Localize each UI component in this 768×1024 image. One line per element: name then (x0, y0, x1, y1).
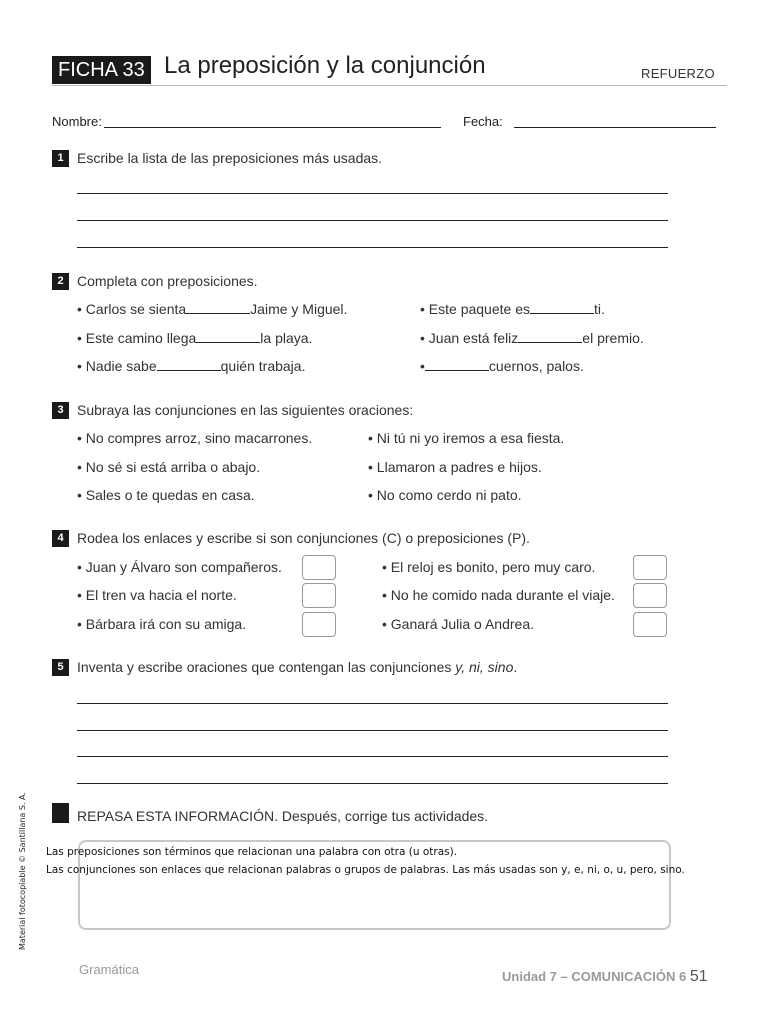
activity-1-instruction: Escribe la lista de las preposiciones más usadas. (77, 150, 383, 166)
name-field[interactable] (104, 127, 441, 128)
activity-3-sentence[interactable]: • No sé si está arriba o abajo. (77, 459, 261, 475)
date-field[interactable] (514, 127, 716, 128)
fill-blank[interactable] (186, 302, 250, 314)
activity-2-item: • cuernos, palos. (420, 358, 584, 374)
activity-5-instruction: Inventa y escribe oraciones que contengan las conjunciones y, ni, sino. (77, 659, 518, 675)
fill-blank[interactable] (425, 359, 489, 371)
footer-section: Gramática (79, 962, 139, 977)
activity-3-sentence[interactable]: • No compres arroz, sino macarrones. (77, 430, 313, 446)
answer-box[interactable] (633, 612, 667, 637)
activity-3-sentence[interactable]: • Sales o te quedas en casa. (77, 487, 255, 503)
answer-box[interactable] (302, 612, 336, 637)
date-label: Fecha: (463, 114, 503, 129)
ficha-badge: FICHA 33 (52, 56, 151, 84)
footer-unit: Unidad 7 – COMUNICACIÓN 6 51 (502, 968, 708, 985)
activity-3-number: 3 (52, 402, 69, 419)
name-label: Nombre: (52, 114, 102, 129)
activity-4-sentence[interactable]: • Ganará Julia o Andrea. (382, 616, 534, 632)
copyright-note: Material fotocopiable © Santillana S. A. (18, 792, 27, 950)
level-label: REFUERZO (641, 66, 715, 81)
activity-2-item: • Juan está feliz el premio. (420, 330, 644, 346)
activity-4-instruction: Rodea los enlaces y escribe si son conjunciones (C) o preposiciones (P). (77, 530, 530, 546)
activity-4-sentence[interactable]: • Bárbara irá con su amiga. (77, 616, 247, 632)
answer-box[interactable] (302, 555, 336, 580)
review-title: REPASA ESTA INFORMACIÓN. Después, corrige tus actividades. (77, 808, 489, 824)
activity-2-item: • Nadie sabe quién trabaja. (77, 358, 306, 374)
fill-blank[interactable] (530, 302, 594, 314)
activity-5-write-line[interactable] (77, 783, 668, 784)
activity-2-item: • Carlos se sienta Jaime y Miguel. (77, 301, 348, 317)
review-marker (52, 803, 69, 823)
fill-blank[interactable] (196, 331, 260, 343)
info-line-conjunctions: Las conjunciones son enlaces que relacionan palabras o grupos de palabras. Las más usadas son y, e, ni, o, u, pero, sino. (46, 864, 685, 876)
header-divider (52, 85, 727, 86)
activity-5-write-line[interactable] (77, 703, 668, 704)
activity-1-write-line[interactable] (77, 220, 668, 221)
activity-1-number: 1 (52, 150, 69, 167)
activity-3-sentence[interactable]: • No como cerdo ni pato. (368, 487, 522, 503)
activity-5-write-line[interactable] (77, 756, 668, 757)
page-number: 51 (689, 968, 708, 985)
answer-box[interactable] (633, 555, 667, 580)
fill-blank[interactable] (518, 331, 582, 343)
activity-4-sentence[interactable]: • Juan y Álvaro son compañeros. (77, 559, 282, 575)
activity-4-number: 4 (52, 530, 69, 547)
activity-4-sentence[interactable]: • El reloj es bonito, pero muy caro. (382, 559, 596, 575)
activity-2-number: 2 (52, 273, 69, 290)
activity-4-sentence[interactable]: • El tren va hacia el norte. (77, 587, 237, 603)
activity-1-write-line[interactable] (77, 193, 668, 194)
activity-1-write-line[interactable] (77, 247, 668, 248)
fill-blank[interactable] (157, 359, 221, 371)
activity-2-instruction: Completa con preposiciones. (77, 273, 258, 289)
activity-2-item: • Este camino llega la playa. (77, 330, 313, 346)
answer-box[interactable] (633, 583, 667, 608)
activity-5-write-line[interactable] (77, 730, 668, 731)
activity-3-sentence[interactable]: • Llamaron a padres e hijos. (368, 459, 542, 475)
page-title: La preposición y la conjunción (164, 52, 486, 79)
info-line-prepositions: Las preposiciones son términos que relacionan una palabra con otra (u otras). (46, 846, 458, 858)
activity-3-instruction: Subraya las conjunciones en las siguientes oraciones: (77, 402, 414, 418)
answer-box[interactable] (302, 583, 336, 608)
activity-4-sentence[interactable]: • No he comido nada durante el viaje. (382, 587, 615, 603)
activity-3-sentence[interactable]: • Ni tú ni yo iremos a esa fiesta. (368, 430, 565, 446)
activity-2-item: • Este paquete es ti. (420, 301, 605, 317)
activity-5-number: 5 (52, 659, 69, 676)
